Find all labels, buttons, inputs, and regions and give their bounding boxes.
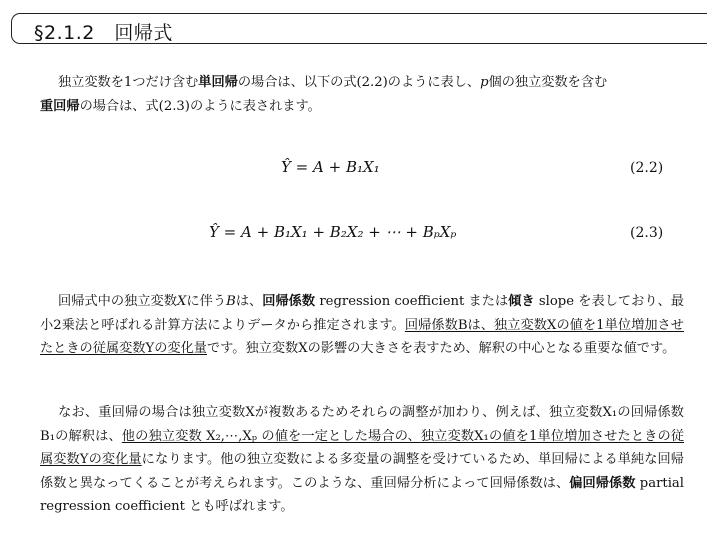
text: になります。他の独立変数による多変量の調整を受けているため、単回帰による単純な回帰係数と異なってくることが考えられます。このような、重回帰分析によって回帰係数は、 — [40, 452, 684, 491]
equation-2-3 — [209, 223, 456, 241]
term-partial-regression-coefficient: 偏回帰係数 — [569, 475, 636, 491]
paragraph-coefficient — [40, 290, 684, 361]
equation-text: Ŷ = A + B₁X₁ + B₂X₂ + ⋯ + BₚXₚ — [209, 223, 457, 241]
text: partial regression coefficient とも呼ばれます。 — [40, 475, 684, 514]
text: の場合は、以下の式(2.2)のように表し、 — [237, 75, 481, 90]
paragraph-partial — [40, 401, 684, 519]
variable-b: B — [226, 294, 236, 309]
text: 独立変数を1つだけ含む — [58, 75, 199, 90]
term-simple-regression: 単回帰 — [198, 75, 238, 90]
equation-2-2 — [281, 158, 380, 176]
text: 個の独立変数を含む — [488, 75, 608, 90]
text: なお、重回帰の場合は独立変数Xが複数あるためそれらの調整が加わり、例えば、独立変数X₁の回帰係数B₁の解釈は、 — [40, 405, 684, 444]
text: 回帰式中の独立変数 — [58, 294, 177, 309]
underlined-definition: 回帰係数Bは、独立変数Xの値を1単位増加させたときの従属変数Yの変化量 — [40, 317, 684, 356]
section-header — [11, 13, 707, 44]
term-slope: 傾き — [508, 294, 535, 309]
term-multiple-regression: 重回帰 — [40, 98, 80, 114]
paragraph-intro — [40, 71, 684, 118]
equation-text: Ŷ = A + B₁X₁ — [281, 158, 380, 176]
text: に伴う — [186, 294, 227, 309]
underlined-definition: 他の独立変数 X₂,⋯,Xₚ の値を一定とした場合の、独立変数X₁の値を1単位増加させたときの従属変数Yの変化量 — [40, 428, 685, 467]
section-title: §2.1.2 回帰式 — [34, 22, 173, 44]
text: です。独立変数Xの影響の大きさを表すため、解釈の中心となる重要な値です。 — [206, 341, 676, 356]
text: regression coefficient または — [315, 294, 509, 309]
text: は、 — [235, 294, 263, 309]
text: の場合は、式(2.3)のように表されます。 — [79, 98, 321, 114]
equation-number-2-2: (2.2) — [630, 160, 664, 176]
variable-x: X — [177, 294, 187, 309]
text: slope を表しており、最小2乗法と呼ばれる計算方法によりデータから推定されます。 — [40, 294, 684, 333]
variable-p: p — [480, 75, 489, 90]
term-regression-coefficient: 回帰係数 — [262, 294, 316, 309]
equation-number-2-3: (2.3) — [630, 225, 664, 241]
